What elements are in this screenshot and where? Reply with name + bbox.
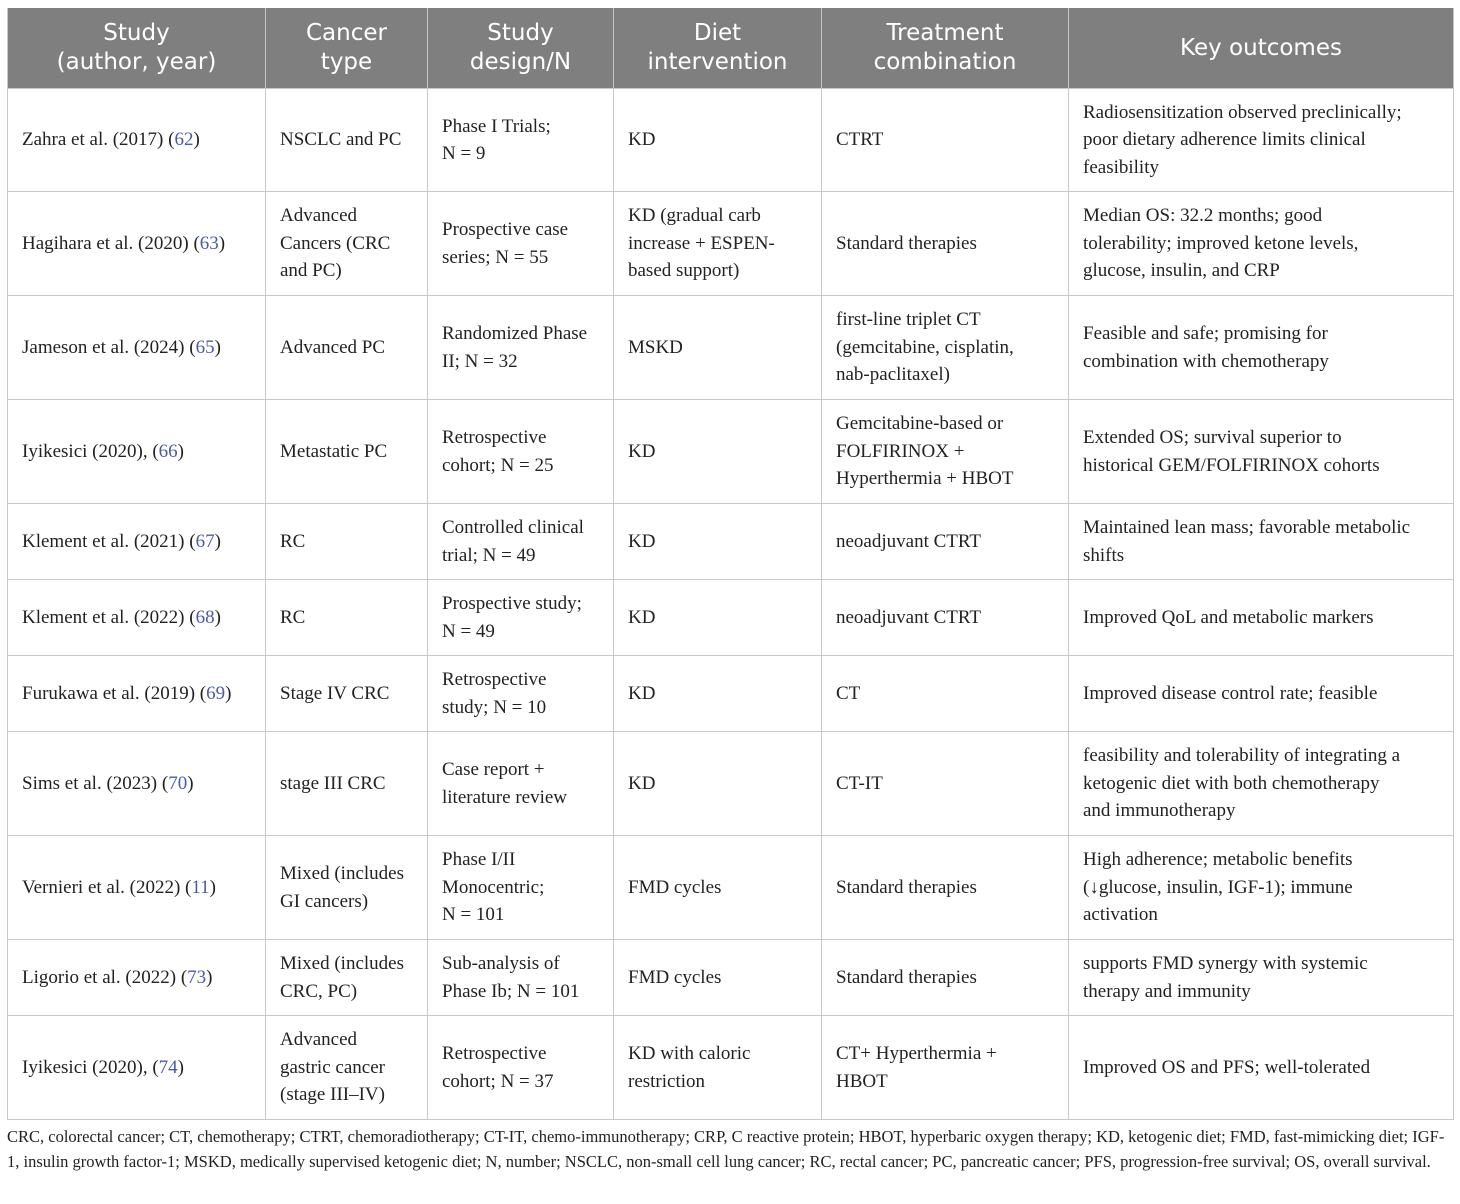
study-design-cell xyxy=(428,504,614,580)
cell-line: Metastatic PC xyxy=(280,440,388,462)
treatment-cell xyxy=(822,192,1069,296)
header-cancer-type xyxy=(266,8,428,89)
cell-line: literature review xyxy=(442,786,568,808)
reference-close: ) xyxy=(177,1056,184,1078)
outcomes-cell xyxy=(1069,504,1454,580)
outcomes-cell xyxy=(1069,656,1454,732)
cell-line: Improved OS and PFS; well-tolerated xyxy=(1083,1056,1371,1078)
table-row xyxy=(8,940,1454,1016)
cell-line: High adherence; metabolic benefits xyxy=(1083,849,1353,871)
cell-line: Controlled clinical xyxy=(442,517,584,538)
cell-line: Case report + xyxy=(442,759,545,780)
cell-line: GI cancers) xyxy=(280,890,369,912)
study-design-cell xyxy=(428,1016,614,1120)
cell-line: feasibility and tolerability of integrating a xyxy=(1083,745,1401,767)
table-row xyxy=(8,296,1454,400)
cell-line: tolerability; improved ketone levels, xyxy=(1083,232,1359,254)
cell-line: Advanced PC xyxy=(280,336,386,358)
cell-line: and immunotherapy xyxy=(1083,800,1236,822)
table-row xyxy=(8,656,1454,732)
cell-line: therapy and immunity xyxy=(1083,980,1251,1002)
reference-link[interactable]: 68 xyxy=(195,606,215,628)
diet-intervention-cell xyxy=(614,580,822,656)
study-author: Sims et al. (2023) ( xyxy=(22,772,169,794)
table-body xyxy=(8,89,1454,1120)
treatment-cell xyxy=(822,296,1069,400)
reference-close: ) xyxy=(209,876,216,898)
diet-intervention-cell xyxy=(614,940,822,1016)
cancer-type-cell xyxy=(266,504,428,580)
cell-line: Extended OS; survival superior to xyxy=(1083,427,1342,448)
study-design-cell xyxy=(428,192,614,296)
treatment-cell xyxy=(822,400,1069,504)
study-design-cell xyxy=(428,836,614,940)
reference-close: ) xyxy=(214,606,221,628)
outcomes-cell xyxy=(1069,940,1454,1016)
study-design-cell xyxy=(428,400,614,504)
cancer-type-cell xyxy=(266,1016,428,1120)
cell-line: Mixed (includes xyxy=(280,863,405,884)
cell-line: restriction xyxy=(628,1070,706,1092)
reference-link[interactable]: 62 xyxy=(174,129,194,151)
cell-line: (↓glucose, insulin, IGF-1); immune xyxy=(1083,876,1353,898)
reference-link[interactable]: 70 xyxy=(168,772,188,794)
diet-intervention-cell xyxy=(614,836,822,940)
study-cell xyxy=(8,732,266,836)
reference-link[interactable]: 69 xyxy=(206,682,226,704)
study-cell xyxy=(8,89,266,192)
cell-line: supports FMD synergy with systemic xyxy=(1083,953,1368,974)
cell-line: (gemcitabine, cisplatin, xyxy=(836,336,1014,358)
cell-line: Randomized Phase xyxy=(442,323,588,344)
cell-line: Radiosensitization observed preclinically; xyxy=(1083,101,1402,123)
study-author: Vernieri et al. (2022) ( xyxy=(22,876,192,898)
cell-line: N = 101 xyxy=(442,904,505,926)
cell-line: based support) xyxy=(628,260,740,282)
cell-line: RC xyxy=(280,530,306,552)
cell-line: Monocentric; xyxy=(442,876,545,898)
cell-line: CT-IT xyxy=(836,772,883,794)
cell-line: historical GEM/FOLFIRINOX cohorts xyxy=(1083,454,1380,476)
outcomes-cell xyxy=(1069,400,1454,504)
cell-line: CT xyxy=(836,682,861,704)
header-line: Study xyxy=(103,20,170,46)
treatment-cell xyxy=(822,940,1069,1016)
cell-line: Phase Ib; N = 101 xyxy=(442,980,580,1002)
cell-line: neoadjuvant CTRT xyxy=(836,606,982,628)
study-author: Iyikesici (2020), ( xyxy=(22,1056,159,1078)
diet-intervention-cell xyxy=(614,504,822,580)
header-line: Study xyxy=(487,20,554,46)
treatment-cell xyxy=(822,732,1069,836)
outcomes-cell xyxy=(1069,732,1454,836)
reference-close: ) xyxy=(225,682,232,704)
study-author: Klement et al. (2022) ( xyxy=(22,606,196,628)
reference-close: ) xyxy=(206,966,213,988)
cell-line: Phase I/II xyxy=(442,849,516,871)
cancer-type-cell xyxy=(266,296,428,400)
study-author: Klement et al. (2021) ( xyxy=(22,530,196,552)
header-study xyxy=(8,8,266,89)
table-footnote: CRC, colorectal cancer; CT, chemotherapy; CTRT, chemoradiotherapy; CT-IT, chemo-immunotherapy; CRP, C reactive protein; HBOT, hyperbaric oxygen therapy; KD, ketogenic diet; FMD, fast-mimicking diet; IGF-1, insulin growth factor-1; MSKD, medically supervised ketogenic diet; N, number; NSCLC, non-small cell lung cancer; RC, rectal cancer; PC, pancreatic cancer; PFS, progression-free survival; OS, overall survival. xyxy=(7,1127,1445,1171)
cell-line: Standard therapies xyxy=(836,232,977,254)
cell-line: first-line triplet CT xyxy=(836,309,981,331)
cell-line: Improved disease control rate; feasible xyxy=(1083,682,1378,704)
cell-line: trial; N = 49 xyxy=(442,544,536,566)
reference-link[interactable]: 66 xyxy=(158,440,178,462)
cell-line: Prospective study; xyxy=(442,593,582,614)
cell-line: increase + ESPEN- xyxy=(628,232,775,254)
diet-intervention-cell xyxy=(614,1016,822,1120)
study-design-cell xyxy=(428,580,614,656)
treatment-cell xyxy=(822,89,1069,192)
cell-line: gastric cancer xyxy=(280,1056,385,1078)
cell-line: Feasible and safe; promising for xyxy=(1083,323,1328,344)
reference-close: ) xyxy=(177,440,184,462)
cell-line: KD xyxy=(628,129,656,151)
cell-line: series; N = 55 xyxy=(442,246,549,268)
study-cell xyxy=(8,656,266,732)
cell-line: feasibility xyxy=(1083,156,1159,178)
study-cell xyxy=(8,504,266,580)
cancer-type-cell xyxy=(266,400,428,504)
cell-line: cohort; N = 37 xyxy=(442,1070,554,1092)
cancer-type-cell xyxy=(266,580,428,656)
cell-line: ketogenic diet with both chemotherapy xyxy=(1083,772,1380,794)
cell-line: CTRT xyxy=(836,129,884,151)
study-author: Hagihara et al. (2020) ( xyxy=(22,232,200,254)
diet-intervention-cell xyxy=(614,296,822,400)
header-study-design xyxy=(428,8,614,89)
study-cell xyxy=(8,296,266,400)
cell-line: Median OS: 32.2 months; good xyxy=(1083,205,1323,227)
treatment-cell xyxy=(822,580,1069,656)
treatment-cell xyxy=(822,836,1069,940)
cell-line: CRC, PC) xyxy=(280,980,358,1002)
outcomes-cell xyxy=(1069,296,1454,400)
table-row xyxy=(8,732,1454,836)
cancer-type-cell xyxy=(266,192,428,296)
study-design-cell xyxy=(428,656,614,732)
header-line: combination xyxy=(873,49,1017,75)
header-line: intervention xyxy=(647,49,788,75)
header-line: Treatment xyxy=(886,20,1004,46)
cell-line: FMD cycles xyxy=(628,876,722,898)
cell-line: Improved QoL and metabolic markers xyxy=(1083,606,1374,628)
table-row xyxy=(8,89,1454,192)
cell-line: neoadjuvant CTRT xyxy=(836,530,982,552)
cell-line: Maintained lean mass; favorable metabolic xyxy=(1083,517,1411,538)
cell-line: FOLFIRINOX + xyxy=(836,440,965,462)
treatment-cell xyxy=(822,1016,1069,1120)
header-line: (author, year) xyxy=(56,49,217,75)
study-cell xyxy=(8,400,266,504)
outcomes-cell xyxy=(1069,1016,1454,1120)
header-diet-intervention xyxy=(614,8,822,89)
cell-line: stage III CRC xyxy=(280,772,386,794)
cell-line: Hyperthermia + HBOT xyxy=(836,468,1014,490)
cell-line: MSKD xyxy=(628,336,683,358)
study-design-cell xyxy=(428,732,614,836)
cell-line: combination with chemotherapy xyxy=(1083,350,1329,372)
table-row xyxy=(8,504,1454,580)
reference-close: ) xyxy=(214,530,221,552)
table-row xyxy=(8,1016,1454,1120)
outcomes-cell xyxy=(1069,89,1454,192)
reference-link[interactable]: 67 xyxy=(195,530,215,552)
study-cell xyxy=(8,192,266,296)
study-cell xyxy=(8,940,266,1016)
reference-close: ) xyxy=(193,129,200,151)
cell-line: HBOT xyxy=(836,1070,888,1092)
reference-link[interactable]: 11 xyxy=(191,876,210,898)
cancer-type-cell xyxy=(266,89,428,192)
cell-line: KD xyxy=(628,440,656,462)
cell-line: and PC) xyxy=(280,260,342,282)
cell-line: KD xyxy=(628,530,656,552)
header-line: design/N xyxy=(469,49,572,75)
cell-line: (stage III–IV) xyxy=(280,1084,385,1106)
cell-line: NSCLC and PC xyxy=(280,129,402,151)
header-key-outcomes xyxy=(1069,8,1454,89)
outcomes-cell xyxy=(1069,836,1454,940)
cell-line: KD xyxy=(628,772,656,794)
cell-line: shifts xyxy=(1083,544,1125,566)
header-treatment-combination xyxy=(822,8,1069,89)
cell-line: Advanced xyxy=(280,1029,358,1051)
cell-line: RC xyxy=(280,606,306,628)
study-author: Ligorio et al. (2022) ( xyxy=(22,966,188,988)
cell-line: poor dietary adherence limits clinical xyxy=(1083,129,1366,151)
cell-line: Retrospective xyxy=(442,1043,547,1064)
study-design-cell xyxy=(428,89,614,192)
treatment-cell xyxy=(822,656,1069,732)
cell-line: Standard therapies xyxy=(836,966,977,988)
cell-line: Prospective case xyxy=(442,219,569,240)
cell-line: Cancers (CRC xyxy=(280,232,391,254)
reference-link[interactable]: 73 xyxy=(187,966,207,988)
cell-line: KD with caloric xyxy=(628,1043,751,1064)
study-design-cell xyxy=(428,296,614,400)
diet-intervention-cell xyxy=(614,732,822,836)
reference-link[interactable]: 63 xyxy=(199,232,219,254)
header-line: Diet xyxy=(693,20,742,46)
cell-line: glucose, insulin, and CRP xyxy=(1083,260,1280,282)
cell-line: nab-paclitaxel) xyxy=(836,364,950,386)
cell-line: Retrospective xyxy=(442,427,547,448)
study-author: Jameson et al. (2024) ( xyxy=(22,336,196,358)
cell-line: Retrospective xyxy=(442,669,547,690)
cell-line: FMD cycles xyxy=(628,966,722,988)
cell-line: Advanced xyxy=(280,205,358,227)
reference-close: ) xyxy=(214,336,221,358)
diet-intervention-cell xyxy=(614,656,822,732)
cell-line: N = 9 xyxy=(442,143,486,164)
reference-link[interactable]: 65 xyxy=(195,336,215,358)
table-row xyxy=(8,580,1454,656)
study-author: Zahra et al. (2017) ( xyxy=(22,129,175,151)
study-design-cell xyxy=(428,940,614,1016)
reference-link[interactable]: 74 xyxy=(158,1056,178,1078)
cell-line: Gemcitabine-based or xyxy=(836,413,1004,435)
cell-line: N = 49 xyxy=(442,620,495,642)
cell-line: study; N = 10 xyxy=(442,696,547,718)
cell-line: KD xyxy=(628,682,656,704)
table-row xyxy=(8,400,1454,504)
outcomes-cell xyxy=(1069,192,1454,296)
cell-line: KD (gradual carb xyxy=(628,205,761,227)
header-line: Cancer xyxy=(306,20,387,46)
cancer-type-cell xyxy=(266,732,428,836)
header-row xyxy=(8,8,1454,89)
outcomes-cell xyxy=(1069,580,1454,656)
diet-intervention-cell xyxy=(614,192,822,296)
table-row xyxy=(8,192,1454,296)
study-author: Furukawa et al. (2019) ( xyxy=(22,682,207,704)
cell-line: Standard therapies xyxy=(836,876,977,898)
studies-table xyxy=(7,8,1454,1120)
reference-close: ) xyxy=(218,232,226,254)
table-container xyxy=(7,8,1453,1120)
cell-line: Phase I Trials; xyxy=(442,115,551,137)
cell-line: Stage IV CRC xyxy=(280,682,390,704)
cancer-type-cell xyxy=(266,940,428,1016)
cell-line: Sub-analysis of xyxy=(442,953,560,974)
study-cell xyxy=(8,836,266,940)
header-line: type xyxy=(320,49,373,75)
study-cell xyxy=(8,1016,266,1120)
cell-line: cohort; N = 25 xyxy=(442,454,554,476)
reference-close: ) xyxy=(187,772,194,794)
cancer-type-cell xyxy=(266,836,428,940)
diet-intervention-cell xyxy=(614,400,822,504)
table-row xyxy=(8,836,1454,940)
study-author: Iyikesici (2020), ( xyxy=(22,440,159,462)
study-cell xyxy=(8,580,266,656)
cell-line: activation xyxy=(1083,904,1158,926)
diet-intervention-cell xyxy=(614,89,822,192)
cancer-type-cell xyxy=(266,656,428,732)
cell-line: Mixed (includes xyxy=(280,953,405,974)
treatment-cell xyxy=(822,504,1069,580)
cell-line: II; N = 32 xyxy=(442,350,518,372)
cell-line: CT+ Hyperthermia + xyxy=(836,1043,997,1064)
table-header xyxy=(8,8,1454,89)
header-line: Key outcomes xyxy=(1180,34,1342,61)
cell-line: KD xyxy=(628,606,656,628)
